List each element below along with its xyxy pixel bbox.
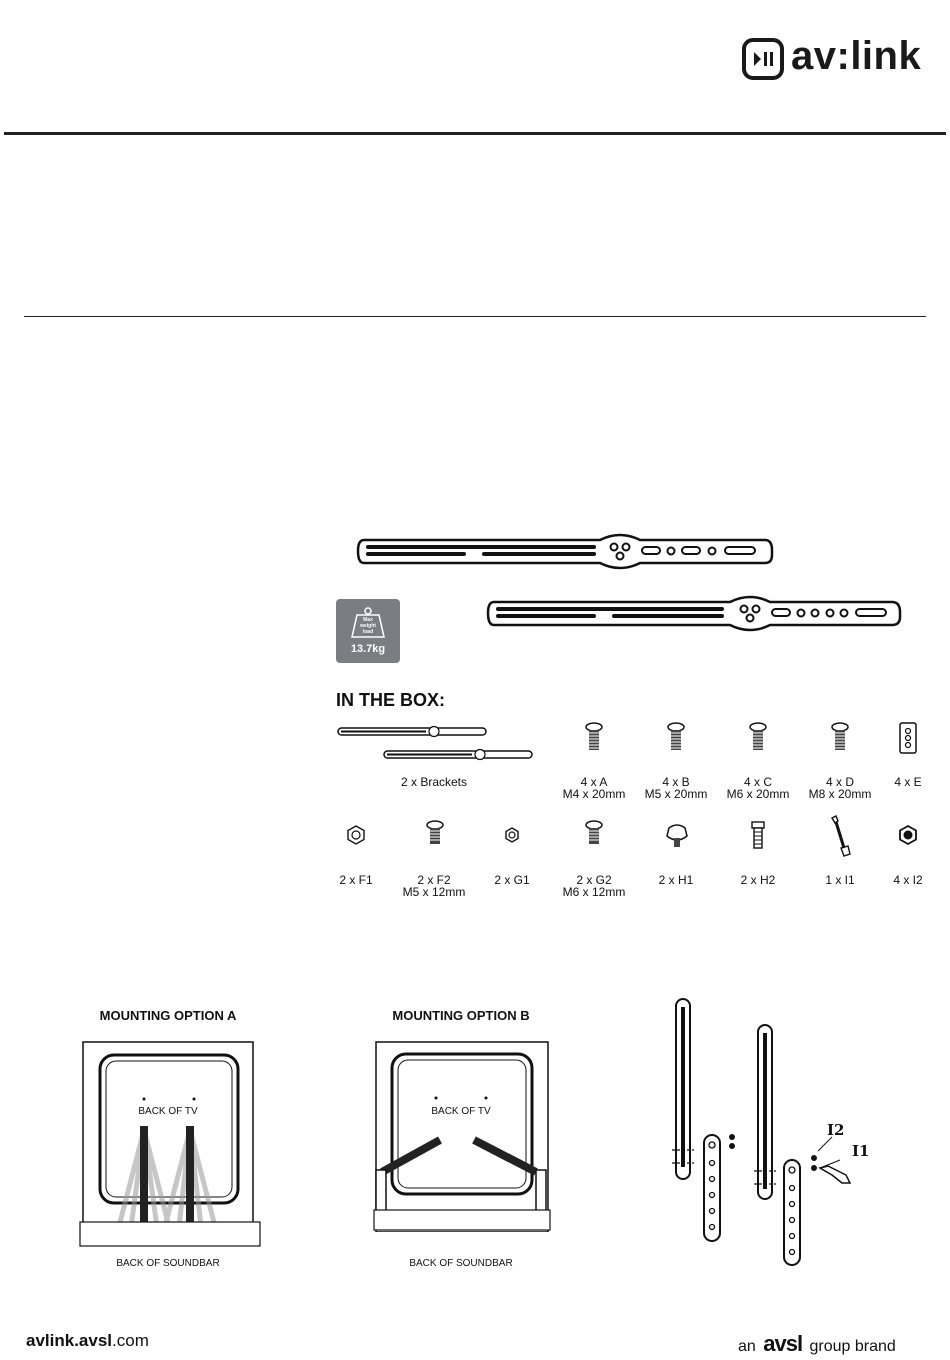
callout-i2: I2	[827, 1121, 845, 1139]
wrench-i1-icon	[826, 814, 854, 858]
part-label-f2: 2 x F2 M5 x 12mm	[402, 873, 466, 899]
bolt-h2-icon	[749, 820, 767, 852]
screw-g2-icon	[584, 820, 604, 850]
footer-brand-suffix: group brand	[809, 1338, 896, 1355]
brand-name: av:link	[791, 34, 922, 78]
in-the-box-title: IN THE BOX:	[336, 690, 446, 710]
avsl-logo: avsl	[763, 1331, 803, 1356]
footer-website[interactable]	[26, 1331, 149, 1351]
screw-c-icon	[748, 722, 768, 754]
assembly-bracket-left	[672, 999, 735, 1241]
mounting-option-b-diagram	[372, 1040, 556, 1232]
play-pause-icon	[741, 37, 785, 81]
brand-logo	[741, 36, 926, 82]
brackets-illustration	[350, 525, 910, 640]
part-label-h2: 2 x H2	[740, 873, 776, 887]
part-label-a: 4 x A M4 x 20mm	[562, 775, 626, 801]
part-label-g2: 2 x G2 M6 x 12mm	[562, 873, 626, 899]
part-label-i2: 4 x I2	[893, 873, 923, 887]
part-label-h1: 2 x H1	[658, 873, 694, 887]
weight-icon-text: Max weight load	[360, 617, 376, 635]
max-weight-badge	[336, 599, 400, 663]
bracket-top	[358, 535, 772, 568]
bracket-bottom	[488, 597, 900, 630]
footer-website-tld: .com	[112, 1331, 149, 1350]
knob-h1-icon	[663, 820, 691, 850]
option-b-soundbar-label: BACK OF SOUNDBAR	[409, 1258, 513, 1269]
screw-d-icon	[830, 722, 850, 754]
header-rule	[4, 132, 946, 135]
footer-website-domain: avlink.avsl	[26, 1331, 113, 1350]
part-label-i1: 1 x I1	[825, 873, 855, 887]
screw-b-icon	[666, 722, 686, 754]
option-a-tv-label: BACK OF TV	[118, 1106, 218, 1117]
option-a-soundbar-label: BACK OF SOUNDBAR	[116, 1258, 220, 1269]
screw-a-icon	[584, 722, 604, 754]
screw-f2-icon	[425, 820, 445, 850]
option-b-tv-label: BACK OF TV	[411, 1106, 511, 1117]
part-label-e: 4 x E	[894, 775, 922, 789]
part-label-d: 4 x D M8 x 20mm	[808, 775, 872, 801]
assembly-diagram	[660, 995, 880, 1270]
callout-i1: I1	[852, 1142, 870, 1160]
small-brackets-icon	[336, 724, 536, 764]
footer-brand-prefix: an	[738, 1338, 756, 1355]
nut-f1-icon	[345, 824, 367, 846]
footer-group-brand	[738, 1331, 896, 1357]
part-label-b: 4 x B M5 x 20mm	[644, 775, 708, 801]
part-label-g1: 2 x G1	[494, 873, 530, 887]
spacer-plate-e-icon	[898, 721, 918, 755]
part-label-f1: 2 x F1	[339, 873, 373, 887]
part-label-c: 4 x C M6 x 20mm	[726, 775, 790, 801]
part-label-brackets: 2 x Brackets	[400, 775, 468, 789]
section-rule	[24, 316, 926, 317]
weight-value: 13.7kg	[350, 643, 386, 655]
mounting-option-b-title: MOUNTING OPTION B	[392, 1008, 530, 1023]
nut-g1-icon	[503, 826, 521, 844]
assembly-bracket-right	[754, 1025, 850, 1265]
mounting-option-a-title: MOUNTING OPTION A	[99, 1008, 237, 1023]
nut-i2-icon	[897, 824, 919, 846]
mounting-option-a-diagram	[78, 1040, 262, 1248]
